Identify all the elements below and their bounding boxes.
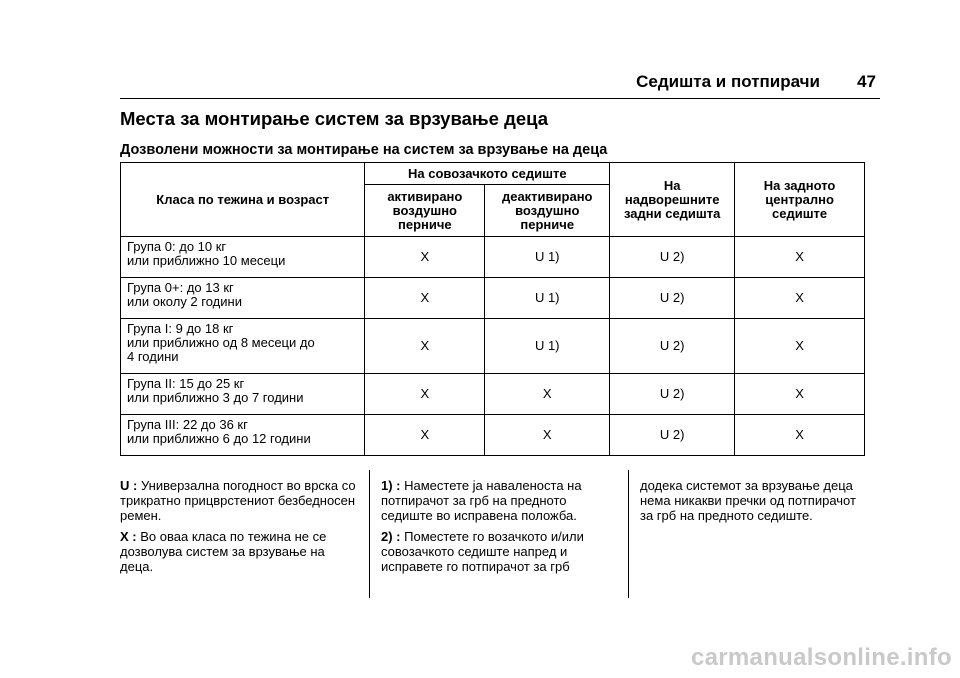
value-cell: U 1) xyxy=(485,237,610,278)
section-title: Седишта и потпирачи xyxy=(636,72,820,91)
value-cell: X xyxy=(365,237,485,278)
value-cell: U 1) xyxy=(485,278,610,319)
weight-class-cell: Група 0: до 10 кг или приближно 10 месеци xyxy=(121,237,365,278)
value-cell: U 2) xyxy=(610,237,735,278)
value-cell: U 1) xyxy=(485,319,610,374)
weight-class-cell: Група III: 22 до 36 кг или приближно 6 до 12 години xyxy=(121,415,365,456)
page-number: 47 xyxy=(857,72,876,91)
value-cell: U 2) xyxy=(610,278,735,319)
value-cell: X xyxy=(735,237,865,278)
page-title: Места за монтирање систем за врзување деца xyxy=(120,108,548,129)
child-seat-table xyxy=(120,162,865,456)
value-cell: X xyxy=(735,374,865,415)
value-cell: X xyxy=(735,278,865,319)
value-cell: X xyxy=(365,415,485,456)
notes-column-2 xyxy=(381,478,616,580)
value-cell: X xyxy=(365,374,485,415)
header-front-seat: На совозачкото седиште xyxy=(365,163,610,185)
table-caption: Дозволени можности за монтирање на систем за врзување на деца xyxy=(120,142,608,158)
value-cell: U 2) xyxy=(610,415,735,456)
page-header xyxy=(120,58,880,99)
header-outer-rear: На надворешните задни седишта xyxy=(610,163,735,237)
value-cell: U 2) xyxy=(610,374,735,415)
weight-class-cell: Група I: 9 до 18 кг или приближно од 8 месеци до 4 години xyxy=(121,319,365,374)
note-2-continued: додека системот за врзување деца нема никакви пречки од потпирачот за грб на предното седиште. xyxy=(640,478,856,523)
table-row xyxy=(121,415,865,456)
header-airbag-active: активирано воздушно перниче xyxy=(365,185,485,237)
column-divider xyxy=(369,470,370,598)
note-x: X : Во оваа класа по тежина не се дозволува систем за врзување на деца. xyxy=(120,529,327,574)
value-cell: X xyxy=(365,319,485,374)
table-row xyxy=(121,237,865,278)
value-cell: X xyxy=(485,374,610,415)
value-cell: U 2) xyxy=(610,319,735,374)
header-airbag-deactive: деактивирано воздушно перниче xyxy=(485,185,610,237)
note-1: 1) : Наместете ја наваленоста на потпирачот за грб на предното седиште во исправена положба. xyxy=(381,478,582,523)
notes-column-3 xyxy=(640,478,870,529)
value-cell: X xyxy=(735,415,865,456)
table-row xyxy=(121,374,865,415)
table-row xyxy=(121,278,865,319)
table-row xyxy=(121,319,865,374)
notes-column-1 xyxy=(120,478,360,580)
weight-class-cell: Група 0+: до 13 кг или околу 2 години xyxy=(121,278,365,319)
value-cell: X xyxy=(365,278,485,319)
weight-class-cell: Група II: 15 до 25 кг или приближно 3 до 7 години xyxy=(121,374,365,415)
value-cell: X xyxy=(485,415,610,456)
value-cell: X xyxy=(735,319,865,374)
header-center-rear: На задното централно седиште xyxy=(735,163,865,237)
note-u: U : Универзална погодност во врска со трикратно прицврстениот безбедносен ремен. xyxy=(120,478,356,523)
header-weight-class: Класа по тежина и возраст xyxy=(121,163,365,237)
column-divider xyxy=(628,470,629,598)
watermark: carmanualsonline.info xyxy=(690,644,952,671)
note-2: 2) : Поместете го возачкото и/или совозачкото седиште напред и исправете го потпирачот за грб xyxy=(381,529,584,574)
